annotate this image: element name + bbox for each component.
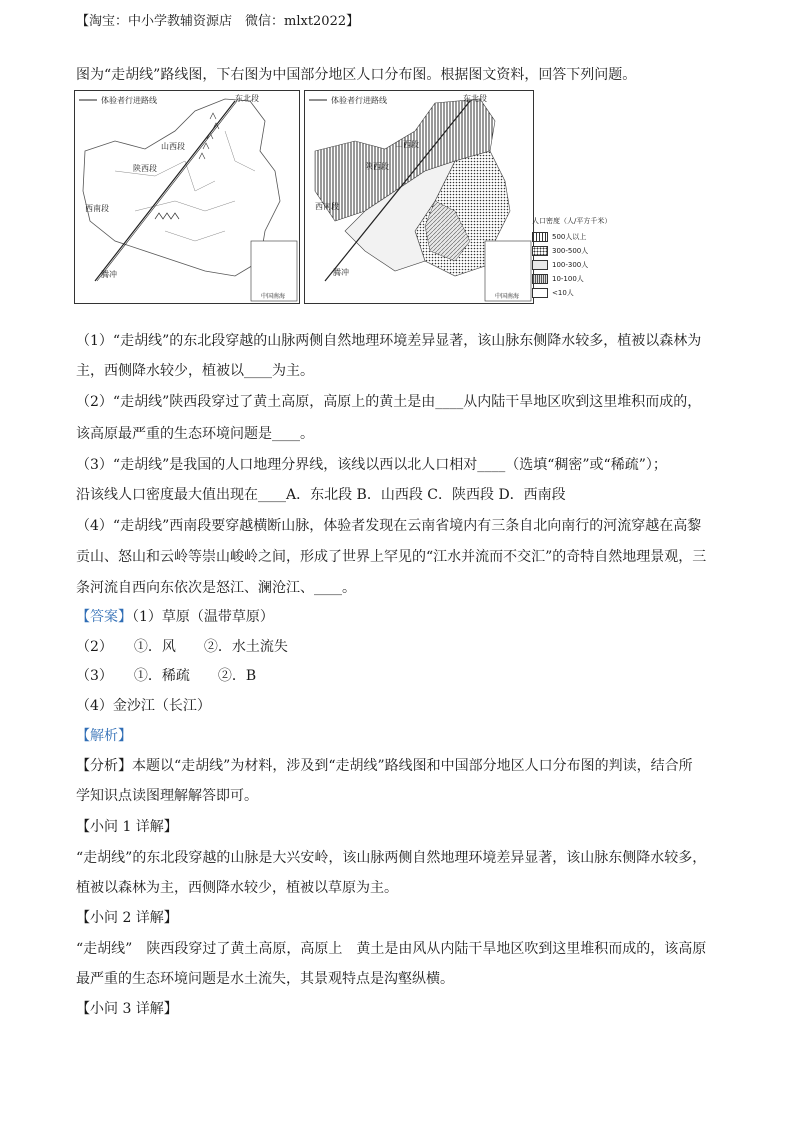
analysis-subheading: 【小问 3 详解】 [76,1001,178,1017]
legend-swatch [532,232,548,242]
legend-item: 500人以上 [532,232,586,242]
analysis-subheading: 【小问 1 详解】 [76,819,178,835]
label-shanxi: 山西段 [395,140,419,149]
header-watermark: 【淘宝：中小学教辅资源店 微信：mlxt2022】 [76,14,360,29]
analysis-line: 学知识点读图理解解答即可。 [76,788,258,804]
question-line: （4）“走胡线”西南段要穿越横断山脉，体验者发现在云南省境内有三条自北向南行的河流穿越在高黎 [76,518,702,534]
label-xinan: 西南段 [85,204,109,213]
legend-item: <10人 [532,288,574,298]
figure-maps [74,90,734,302]
answer-label: 【答案】 [76,609,132,625]
question-line: 该高原最严重的生态环境问题是____。 [76,426,314,442]
question-line: 沿该线人口密度最大值出现在____A．东北段 B．山西段 C．陕西段 D．西南段 [76,487,566,503]
route-legend-label: 体验者行进路线 [101,96,157,105]
question-line: 条河流自西向东依次是怒江、澜沧江、____。 [76,580,356,596]
label-inset: 中国南海 [495,293,520,300]
label-inset: 中国南海 [261,293,286,300]
label-tengchong: 腾冲 [333,268,349,277]
analysis-line: “走胡线”的东北段穿越的山脉是大兴安岭，该山脉两侧自然地理环境差异显著，该山脉东侧降水较多， [76,850,707,866]
legend-swatch [532,288,548,298]
answer-line: （4）金沙江（长江） [76,698,211,714]
question-line: （3）“走胡线”是我国的人口地理分界线，该线以西以北人口相对____（选填“稠密”或“稀疏”）； [76,457,667,473]
intro-text: 图为“走胡线”路线图，下右图为中国部分地区人口分布图。根据图文资料，回答下列问题。 [76,67,637,83]
legend-item: 300-500人 [532,246,588,256]
legend-swatch [532,246,548,256]
label-shanxi: 山西段 [161,142,185,151]
legend-swatch [532,274,548,284]
legend-swatch [532,260,548,270]
analysis-label: 【解析】 [76,728,132,744]
analysis-line: “走胡线” 陕西段穿过了黄土高原，高原上 黄土是由风从内陆干旱地区吹到这里堆积而成的，该高原 [76,941,707,957]
legend-item: 10-100人 [532,274,584,284]
label-dongbei: 东北段 [463,94,487,103]
analysis-subheading: 【小问 2 详解】 [76,910,178,926]
label-tengchong: 腾冲 [101,270,117,279]
label-shaanxi: 陕西段 [365,162,389,171]
route-map [74,90,300,304]
density-legend-title: 人口密度（人/平方千米） [532,217,612,225]
question-line: （2）“走胡线”陕西段穿过了黄土高原，高原上的黄土是由____从内陆干旱地区吹到这里堆积而成的， [76,394,702,410]
question-line: 主，西侧降水较少，植被以____为主。 [76,363,314,379]
analysis-line: 最严重的生态环境问题是水土流失，其景观特点是沟壑纵横。 [76,971,454,987]
analysis-line: 植被以森林为主，西侧降水较少，植被以草原为主。 [76,880,398,896]
label-shaanxi: 陕西段 [133,164,157,173]
label-xinan: 西南段 [315,202,339,211]
analysis-line: 【分析】本题以“走胡线”为材料，涉及到“走胡线”路线图和中国部分地区人口分布图的判读，结合所 [76,758,693,774]
answer-line: （2） ①．风 ②．水土流失 [76,639,288,655]
legend-item: 100-300人 [532,260,588,270]
route-legend-label: 体验者行进路线 [331,96,387,105]
label-dongbei: 东北段 [235,94,259,103]
population-map [304,90,534,304]
answer-line: （3） ①．稀疏 ②．B [76,668,257,684]
answer-line: 【答案】（1）草原（温带草原） [76,609,274,625]
question-line: （1）“走胡线”的东北段穿越的山脉两侧自然地理环境差异显著，该山脉东侧降水较多，植被以森林为 [76,333,702,349]
question-line: 贡山、怒山和云岭等崇山峻岭之间，形成了世界上罕见的“江水并流而不交汇”的奇特自然地理景观，三 [76,549,707,565]
